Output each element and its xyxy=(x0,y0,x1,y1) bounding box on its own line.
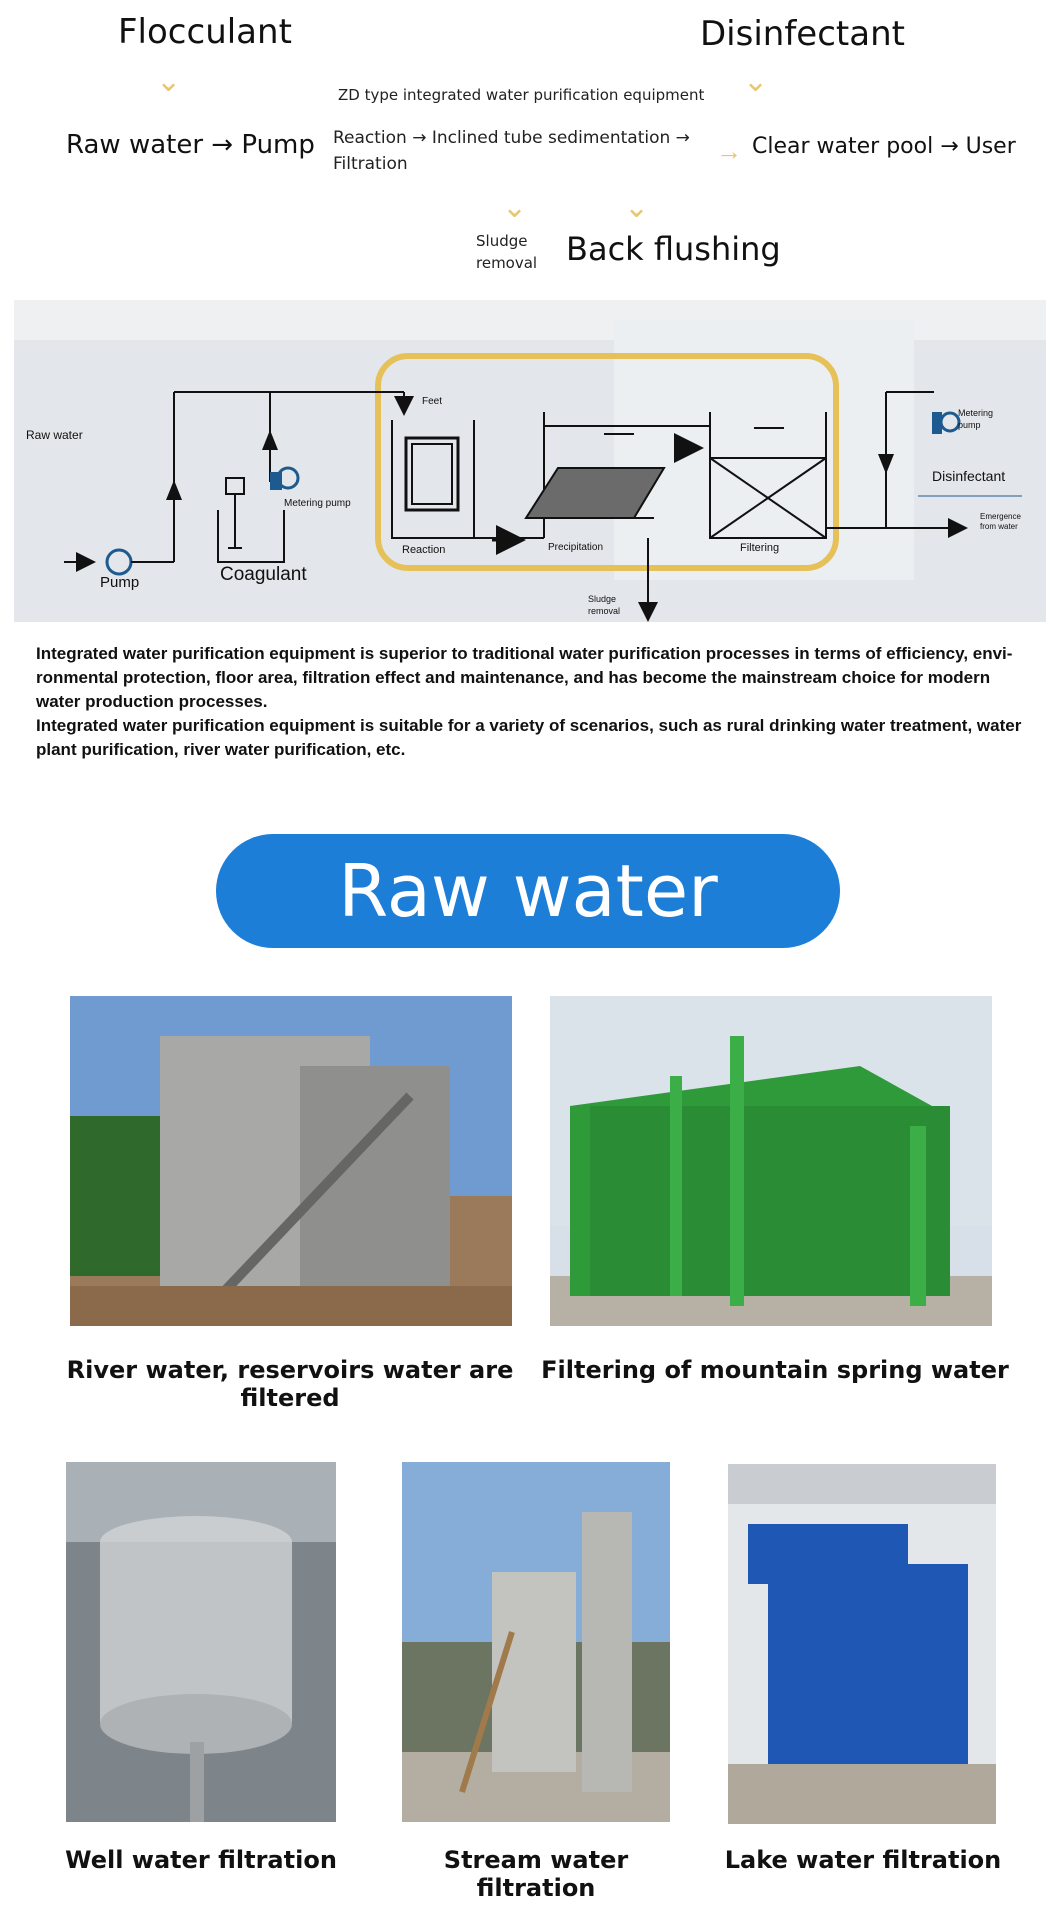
intro-text xyxy=(36,642,1032,762)
diagram-metering-2: pump xyxy=(958,420,981,430)
flocculant-label: Flocculant xyxy=(118,12,292,52)
diagram-coagulant: Coagulant xyxy=(220,564,307,585)
caption-mountain-spring: Filtering of mountain spring water xyxy=(541,1356,1009,1384)
section-title: Raw water xyxy=(338,849,718,933)
disinfectant-label: Disinfectant xyxy=(700,14,905,54)
arrow-down-icon: ⌄ xyxy=(502,191,528,224)
intro-paragraph-1: Integrated water purification equipment is superior to traditional water purification processes in terms of efficiency, envi-ronmental protection, floor area, filtration effect and maintenance, and has become the mainstream choice for modern water production processes. xyxy=(36,644,1013,711)
diagram-reaction: Reaction xyxy=(402,544,446,556)
photo-well-water xyxy=(66,1462,336,1822)
arrow-right-icon: → xyxy=(716,136,742,166)
clear-water-text: Clear water pool → User xyxy=(752,134,1016,159)
back-flushing-text: Back flushing xyxy=(566,230,781,268)
caption-stream-water: Stream water filtration xyxy=(443,1846,629,1902)
diagram-raw-water: Raw water xyxy=(26,428,83,442)
diagram-disinfectant: Disinfectant xyxy=(932,468,1006,484)
caption-well-water: Well water filtration xyxy=(65,1846,337,1874)
diagram-sludge-2: removal xyxy=(588,606,621,616)
photo-lake-water xyxy=(728,1464,996,1824)
photo-river-water xyxy=(70,996,512,1326)
caption-lake-water: Lake water filtration xyxy=(724,1846,1002,1874)
section-title-pill xyxy=(216,834,840,948)
caption-river-water: River water, reservoirs water are filtered xyxy=(66,1356,514,1412)
photo-stream-water xyxy=(402,1462,670,1822)
arrow-down-icon: ⌄ xyxy=(624,191,650,224)
diagram-emergence-2: from water xyxy=(980,522,1018,531)
process-line-2: Filtration xyxy=(333,154,408,174)
diagram-filtering: Filtering xyxy=(740,542,780,554)
arrow-down-icon: ⌄ xyxy=(156,65,182,98)
diagram-feet: Feet xyxy=(422,396,443,407)
sludge-text-1: Sludge xyxy=(476,232,528,250)
diagram-pump: Pump xyxy=(100,574,140,591)
sludge-text-2: removal xyxy=(476,254,538,272)
process-line-1: Reaction → Inclined tube sedimentation → xyxy=(333,128,690,148)
raw-water-pump-text: Raw water → Pump xyxy=(66,130,315,160)
arrow-down-icon: ⌄ xyxy=(743,65,769,98)
diagram-metering-pump: Metering pump xyxy=(284,498,351,509)
diagram-precipitation: Precipitation xyxy=(548,542,604,553)
diagram-metering-1: Metering xyxy=(958,408,994,418)
diagram-sludge-1: Sludge xyxy=(588,594,617,604)
intro-paragraph-2: Integrated water purification equipment is suitable for a variety of scenarios, such as rural drinking water treatment, water plant purification, river water purification, etc. xyxy=(36,716,1022,759)
photo-mountain-spring xyxy=(550,996,992,1326)
equipment-title: ZD type integrated water purification equipment xyxy=(338,86,705,104)
diagram-emergence-1: Emergence xyxy=(980,512,1021,521)
process-diagram xyxy=(14,300,1046,622)
process-diagram-svg xyxy=(14,300,1046,622)
